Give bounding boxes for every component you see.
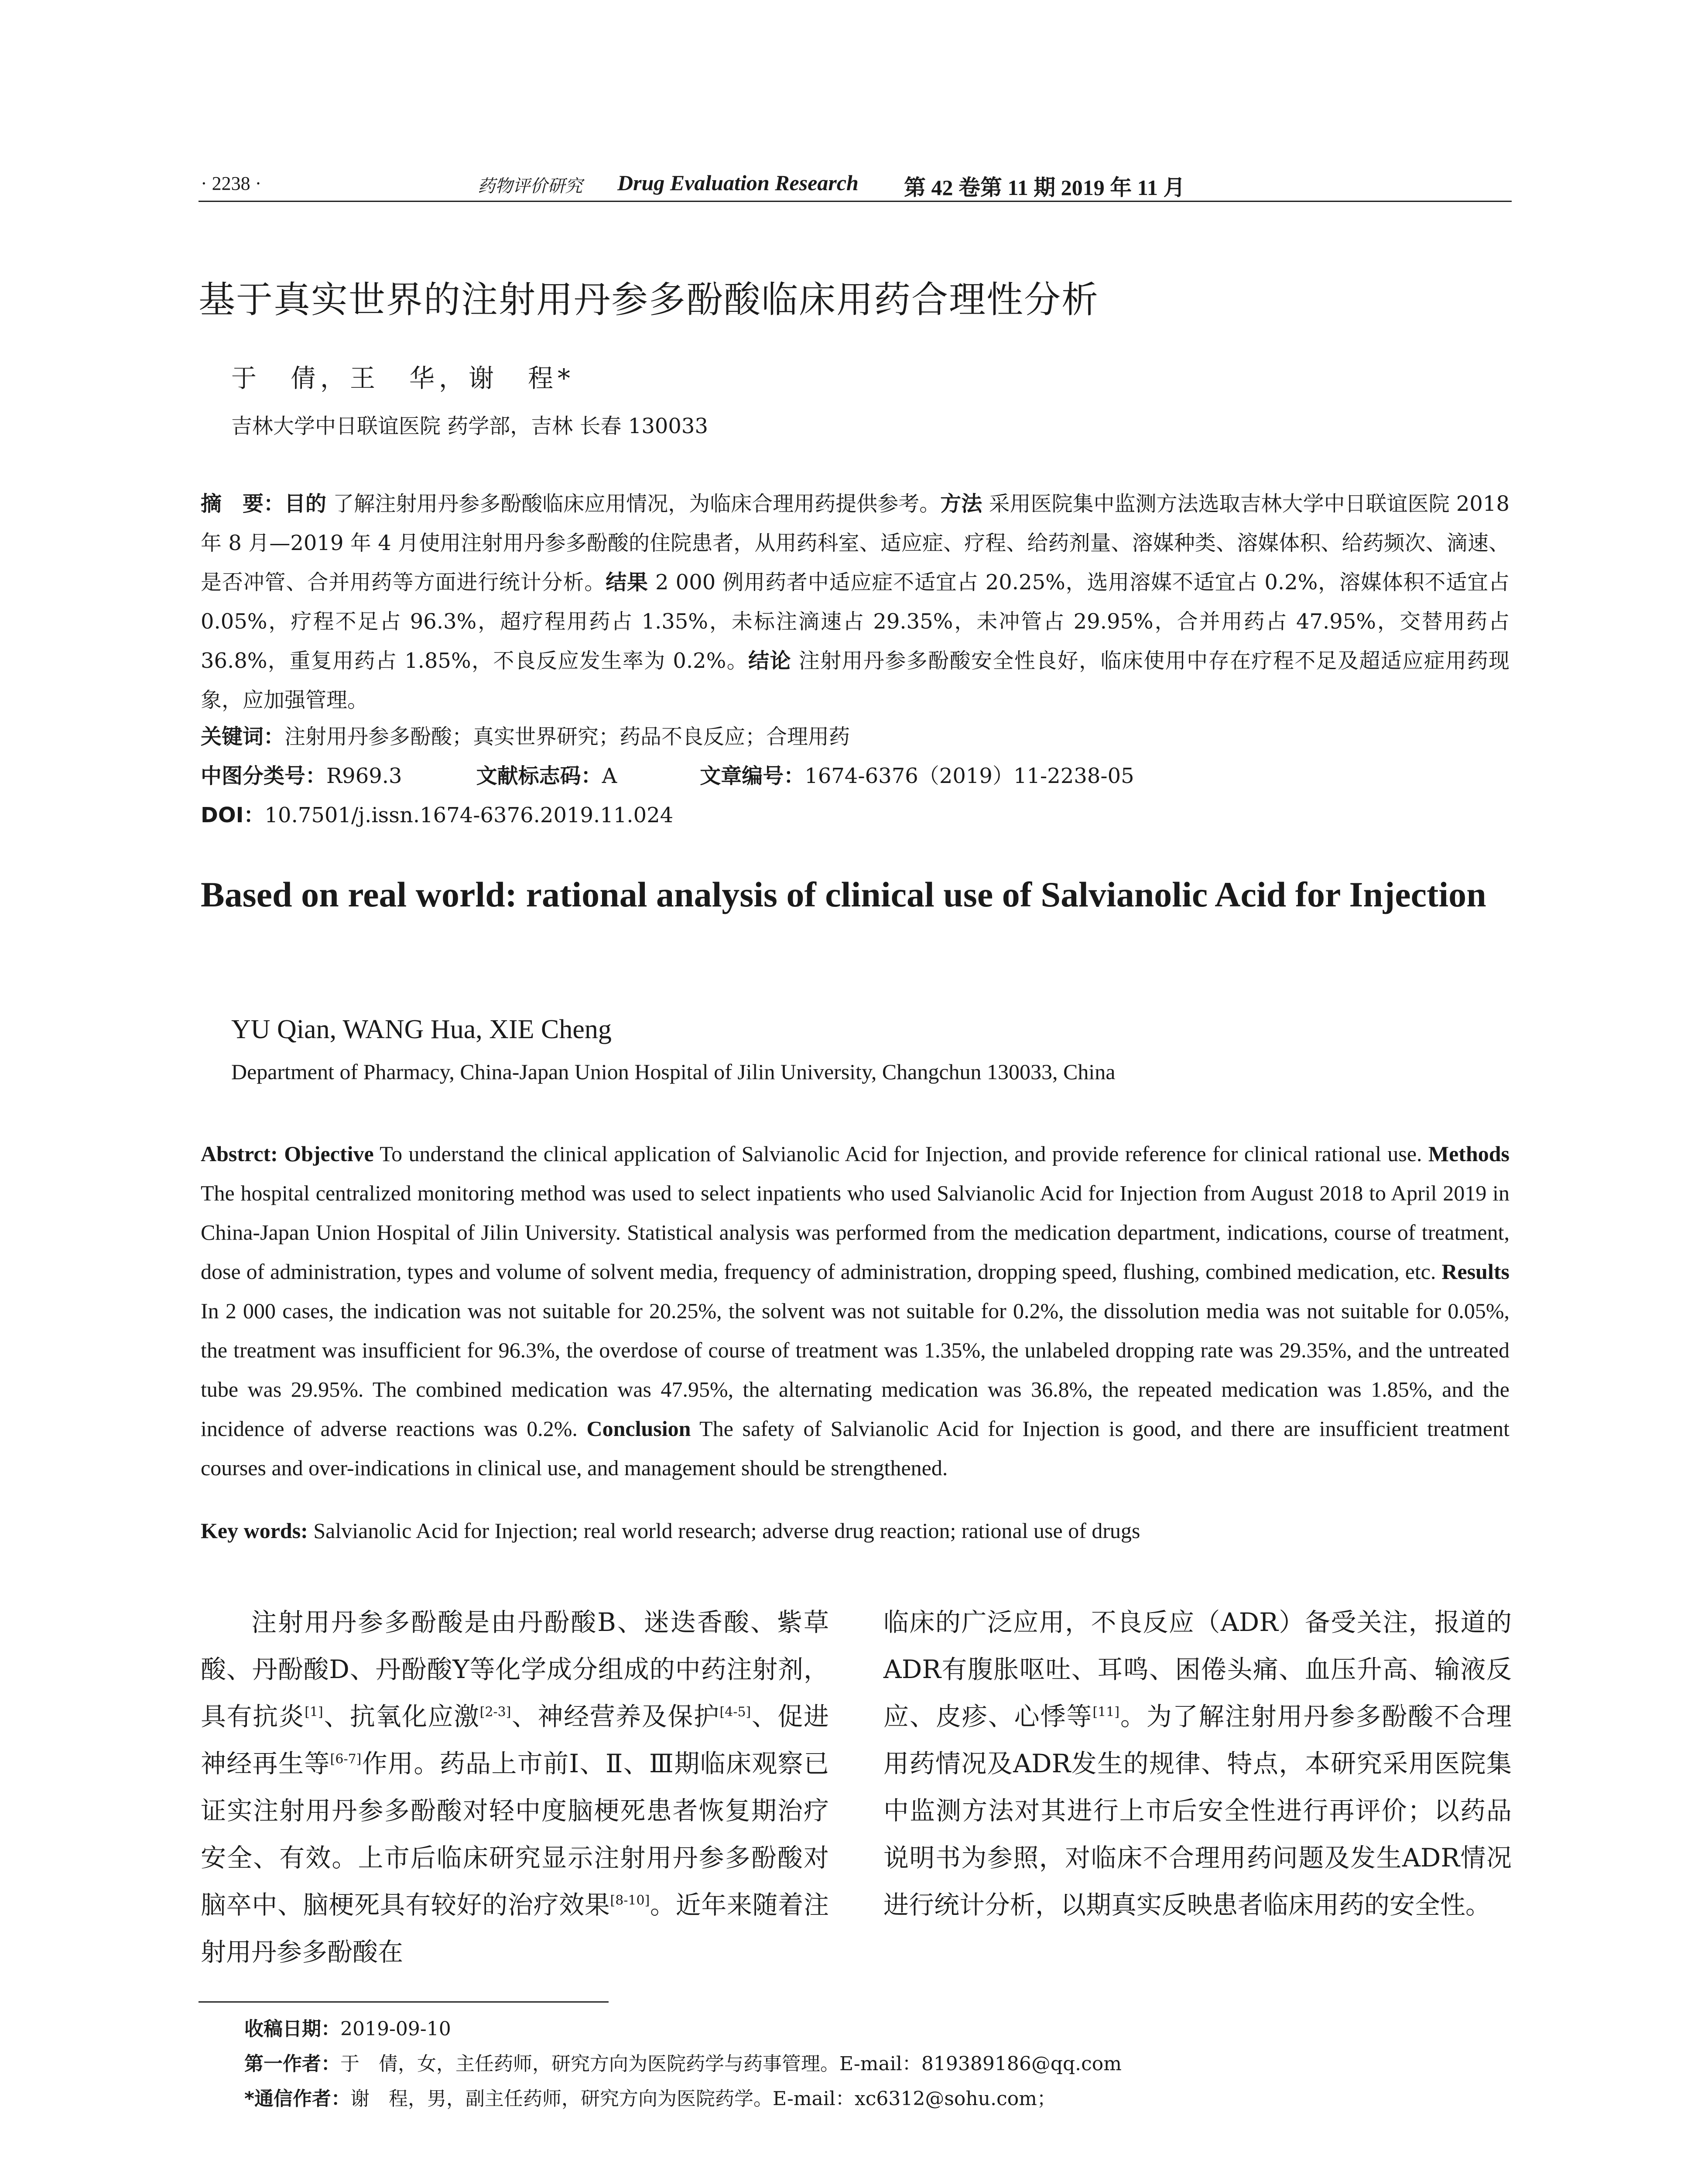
journal-logo-cn: 药物评价研究 — [478, 176, 582, 196]
conclusion-text-cn: 注射用丹参多酚酸安全性良好，临床使用中存在疗程不足及超适应症用药现象，应加强管理。 — [201, 649, 1509, 712]
footnote-received — [244, 2013, 451, 2041]
corresponding-label: *通信作者： — [244, 2088, 351, 2110]
abstract-en — [201, 1134, 1509, 1487]
methods-label-cn: 方法 — [940, 492, 982, 516]
objective-label-cn: 目的 — [284, 492, 327, 516]
header-rule — [199, 201, 1512, 202]
keywords-text-cn: 注射用丹参多酚酸；真实世界研究；药品不良反应；合理用药 — [284, 725, 850, 749]
objective-label-en: Objective — [284, 1142, 374, 1166]
body-column-left — [201, 1599, 829, 1976]
clc-value: R969.3 — [326, 764, 402, 788]
authors-en: YU Qian, WANG Hua, XIE Cheng — [231, 1015, 612, 1044]
body-text: 注射用丹参多酚酸是由丹酚酸B、迷迭香酸、紫草酸、丹酚酸D、丹酚酸Y等化学成分组成的中药注射剂，具有抗炎 — [201, 1607, 829, 1731]
body-text: 、神经营养及保护 — [511, 1702, 720, 1731]
citation: [11] — [1092, 1704, 1120, 1720]
conclusion-label-en: Conclusion — [586, 1416, 691, 1441]
doc-code-label: 文献标志码： — [476, 764, 602, 788]
body-text: 、抗氧化应激 — [323, 1702, 480, 1731]
citation: [6-7] — [330, 1751, 362, 1767]
doc-code-value: A — [602, 764, 617, 788]
results-label-cn: 结果 — [606, 570, 648, 595]
journal-issue: 第 42 卷第 11 期 2019 年 11 月 — [904, 175, 1185, 200]
keywords-label-cn: 关键词： — [201, 725, 285, 749]
first-author-info: 于 倩，女，主任药师，研究方向为医院药学与药事管理。E-mail：819389186@qq.com — [340, 2053, 1122, 2075]
results-text-cn: 2 000 例用药者中适应症不适宜占 20.25%，选用溶媒不适宜占 0.2%，溶媒体积不适宜占 0.05%，疗程不足占 96.3%，超疗程用药占 1.35%，未标注滴速占 29.35%，未冲管占 29.95%，合并用药占 47.95%，交替用药占 36.8%，重复用药占 1.85%，不良反应发生率为 0.2%。 — [201, 570, 1509, 673]
keywords-cn — [201, 720, 850, 750]
body-text: 、促进神经再生等 — [201, 1702, 829, 1778]
body-text: 。为了解注射用丹参多酚酸不合理用药情况及ADR发生的规律、特点，本研究采用医院集中监测方法对其进行上市后安全性进行再评价；以药品说明书为参照，对临床不合理用药问题及发生ADR情况进行统计分析，以期真实反映患者临床用药的安全性。 — [883, 1702, 1512, 1920]
classification-line — [201, 759, 1134, 789]
doi-value: 10.7501/j.issn.1674-6376.2019.11.024 — [264, 803, 674, 827]
conclusion-label-cn: 结论 — [748, 649, 792, 673]
methods-text-en: The hospital centralized monitoring method was used to select inpatients who used Salvianolic Acid for Injection from August 2018 to April 2019 in China-Japan Union Hospital of Jilin University. Statistical analysis was performed from the medication department, indications, course of treatment, dose of administration, types and volume of solvent media, frequency of administration, dropping speed, flushing, combined medication, etc. — [201, 1181, 1509, 1284]
footnote-corresponding — [244, 2083, 1056, 2111]
body-text: 。近年来随着注射用丹参多酚酸在 — [201, 1890, 829, 1967]
body-text: 临床的广泛应用，不良反应（ADR）备受关注，报道的ADR有腹胀呕吐、耳鸣、困倦头痛、血压升高、输液反应、皮疹、心悸等 — [883, 1607, 1512, 1731]
doi-line — [201, 798, 673, 828]
footnote-rule — [199, 2001, 609, 2003]
article-title-en: Based on real world: rational analysis of clinical use of Salvianolic Acid for Injection — [201, 875, 1486, 914]
conclusion-text-en: The safety of Salvianolic Acid for Injection is good, and there are insufficient treatment courses and over-indications in clinical use, and management should be strengthened. — [201, 1416, 1509, 1480]
methods-text-cn: 采用医院集中监测方法选取吉林大学中日联谊医院 2018 年 8 月—2019 年 4 月使用注射用丹参多酚酸的住院患者，从用药科室、适应症、疗程、给药剂量、溶媒种类、溶媒体积、给药频次、滴速、是否冲管、合并用药等方面进行统计分析。 — [201, 492, 1509, 595]
article-number-value: 1674-6376（2019）11-2238-05 — [804, 764, 1134, 788]
keywords-en — [201, 1518, 1140, 1543]
abstract-label-cn: 摘 要： — [201, 492, 285, 516]
methods-label-en: Methods — [1428, 1142, 1510, 1166]
abstract-label-en: Abstrct: — [201, 1142, 278, 1166]
results-label-en: Results — [1441, 1259, 1509, 1284]
received-label: 收稿日期： — [244, 2018, 340, 2040]
clc-label: 中图分类号： — [201, 764, 327, 788]
received-date: 2019-09-10 — [340, 2018, 451, 2040]
results-text-en: In 2 000 cases, the indication was not suitable for 20.25%, the solvent was not suitable for 0.2%, the dissolution media was not suitable for 0.05%, the treatment was insufficient for 96.3%, the overdose of course of treatment was 1.35%, the unlabeled dropping rate was 29.35%, and the untreated tube was 29.95%. The combined medication was 47.95%, the alternating medication was 36.8%, the repeated medication was 1.85%, and the incidence of adverse reactions was 0.2%. — [201, 1299, 1509, 1441]
authors-cn: 于 倩，王 华，谢 程* — [231, 363, 575, 393]
abstract-cn — [201, 484, 1509, 720]
affiliation-cn: 吉林大学中日联谊医院 药学部，吉林 长春 130033 — [231, 414, 709, 438]
objective-text-cn: 了解注射用丹参多酚酸临床应用情况，为临床合理用药提供参考。 — [326, 492, 941, 516]
first-author-label: 第一作者： — [244, 2053, 340, 2075]
objective-text-en: To understand the clinical application of Salvianolic Acid for Injection, and provide reference for clinical rational use. — [373, 1142, 1422, 1166]
affiliation-en: Department of Pharmacy, China-Japan Union Hospital of Jilin University, Changchun 130033, China — [231, 1060, 1116, 1084]
keywords-label-en: Key words: — [201, 1518, 308, 1543]
citation: [2-3] — [479, 1704, 511, 1720]
journal-name-en: Drug Evaluation Research — [617, 171, 859, 195]
citation: [8-10] — [610, 1893, 650, 1908]
article-number-label: 文章编号： — [700, 764, 805, 788]
page-number: · 2238 · — [201, 173, 262, 194]
body-column-right — [883, 1599, 1512, 1928]
body-text: 作用。药品上市前Ⅰ、Ⅱ、Ⅲ期临床观察已证实注射用丹参多酚酸对轻中度脑梗死患者恢复期治疗安全、有效。上市后临床研究显示注射用丹参多酚酸对脑卒中、脑梗死具有较好的治疗效果 — [201, 1749, 829, 1920]
article-title-cn: 基于真实世界的注射用丹参多酚酸临床用药合理性分析 — [199, 278, 1099, 321]
corresponding-info: 谢 程，男，副主任药师，研究方向为医院药学。E-mail：xc6312@sohu.com； — [350, 2088, 1056, 2110]
footnote-first-author — [244, 2048, 1122, 2076]
citation: [4-5] — [719, 1704, 751, 1720]
doi-label: DOI： — [201, 803, 265, 827]
citation: [1] — [305, 1704, 323, 1720]
keywords-text-en: Salvianolic Acid for Injection; real world research; adverse drug reaction; rational use of drugs — [308, 1518, 1140, 1543]
